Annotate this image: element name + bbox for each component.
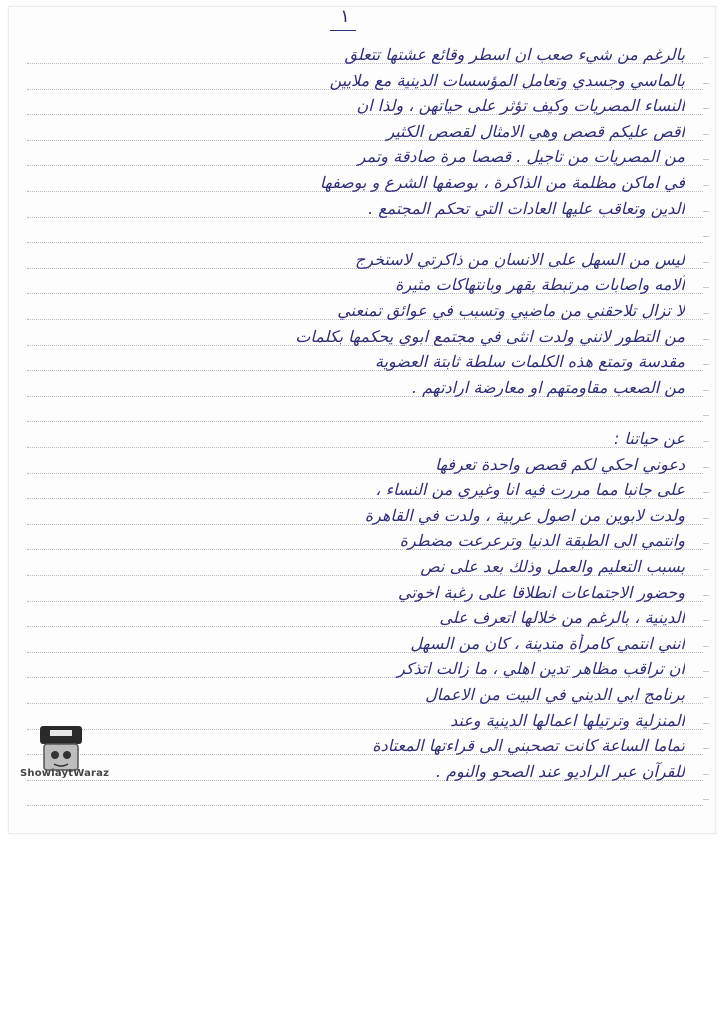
margin-tick (703, 697, 709, 698)
handwritten-line: لا تزال تلاحقني من ماضيي وتسبب في عوائق تمنعني (337, 301, 685, 320)
margin-tick (703, 492, 709, 493)
margin-tick (703, 467, 709, 468)
logo-text: ShowlaytWaraz (20, 768, 110, 779)
handwritten-line: للقرآن عبر الراديو عند الصحو والنوم . (435, 762, 685, 781)
handwritten-line: دعوني احكي لكم قصص واحدة تعرفها (435, 455, 685, 474)
margin-tick (703, 569, 709, 570)
margin-tick (703, 543, 709, 544)
handwritten-line: بالماسي وجسدي وتعامل المؤسسات الدينية مع ملايين (329, 71, 685, 90)
handwritten-line: في اماكن مظلمة من الذاكرة ، بوصفها الشرع و بوصفها (319, 173, 685, 192)
margin-tick (703, 287, 709, 288)
margin-tick (703, 339, 709, 340)
notebook-paper (8, 6, 716, 834)
handwritten-line: ولدت لابوين من اصول عربية ، ولدت في القاهرة (364, 506, 685, 525)
margin-tick (703, 313, 709, 314)
page-number-underline (330, 30, 356, 31)
margin-tick (703, 415, 709, 416)
handwritten-line: الدينية ، بالرغم من خلالها اتعرف على (439, 608, 685, 627)
handwritten-line: الدين وتعاقب عليها العادات التي تحكم المجتمع . (368, 199, 685, 218)
margin-tick (703, 671, 709, 672)
margin-tick (703, 646, 709, 647)
margin-tick (703, 211, 709, 212)
handwritten-line: برنامج ابي الديني في البيت من الاعمال (425, 685, 685, 704)
margin-tick (703, 390, 709, 391)
margin-tick (703, 236, 709, 237)
handwritten-line: تماما الساعة كانت تصحبني الى قراءتها المعتادة (372, 736, 685, 755)
margin-tick (703, 134, 709, 135)
ruled-line (27, 421, 703, 422)
margin-tick (703, 159, 709, 160)
ruled-line (27, 805, 703, 806)
handwritten-line: بالرغم من شيء صعب ان اسطر وقائع عشتها تتعلق (344, 45, 685, 64)
margin-tick (703, 364, 709, 365)
handwritten-line: من المصريات من تاجيل . قصصا مرة صادقة وتمر (357, 147, 685, 166)
handwritten-line: من الصعب مقاومتهم او معارضة ارادتهم . (411, 378, 685, 397)
margin-tick (703, 518, 709, 519)
handwritten-line: عن حياتنا : (613, 429, 685, 448)
margin-tick (703, 108, 709, 109)
handwritten-line: على جانبا مما مررت فيه انا وغيري من النساء ، (375, 480, 685, 499)
handwritten-line: ان تراقب مظاهر تدين اهلي ، ما زالت اتذكر (397, 659, 685, 678)
handwritten-line: وحضور الاجتماعات انطلاقا على رغبة اخوتي (398, 583, 685, 602)
handwritten-line: وانتمي الى الطبقة الدنيا وترعرعت مضطرة (399, 531, 685, 550)
handwritten-line: ليس من السهل على الانسان من ذاكرتي لاستخرج (354, 250, 685, 269)
handwritten-line: من التطور لانني ولدت انثى في مجتمع ابوي يحكمها بكلمات (295, 327, 685, 346)
margin-tick (703, 620, 709, 621)
margin-tick (703, 723, 709, 724)
margin-tick (703, 595, 709, 596)
margin-tick (703, 748, 709, 749)
handwritten-line: بسبب التعليم والعمل وذلك بعد على نص (420, 557, 685, 576)
margin-tick (703, 83, 709, 84)
handwritten-line: آلامه واصابات مرتبطة بقهر وبانتهاكات مثيرة (395, 275, 685, 294)
margin-tick (703, 799, 709, 800)
handwritten-line: مقدسة وتمتع هذه الكلمات سلطة ثابتة العضوية (375, 352, 685, 371)
ruled-line (27, 242, 703, 243)
handwritten-line: المنزلية وترتيلها اعمالها الدينية وعند (450, 711, 685, 730)
page-number: ١ (340, 6, 350, 27)
margin-tick (703, 185, 709, 186)
handwritten-line: اقص عليكم قصص وهي الامثال لقصص الكثير (386, 122, 685, 141)
margin-tick (703, 262, 709, 263)
margin-tick (703, 441, 709, 442)
margin-tick (703, 774, 709, 775)
handwritten-line: انني انتمي كامرأة متدينة ، كان من السهل (410, 634, 685, 653)
handwritten-line: النساء المصريات وكيف تؤثر على حياتهن ، ولذا ان (356, 96, 685, 115)
margin-tick (703, 57, 709, 58)
